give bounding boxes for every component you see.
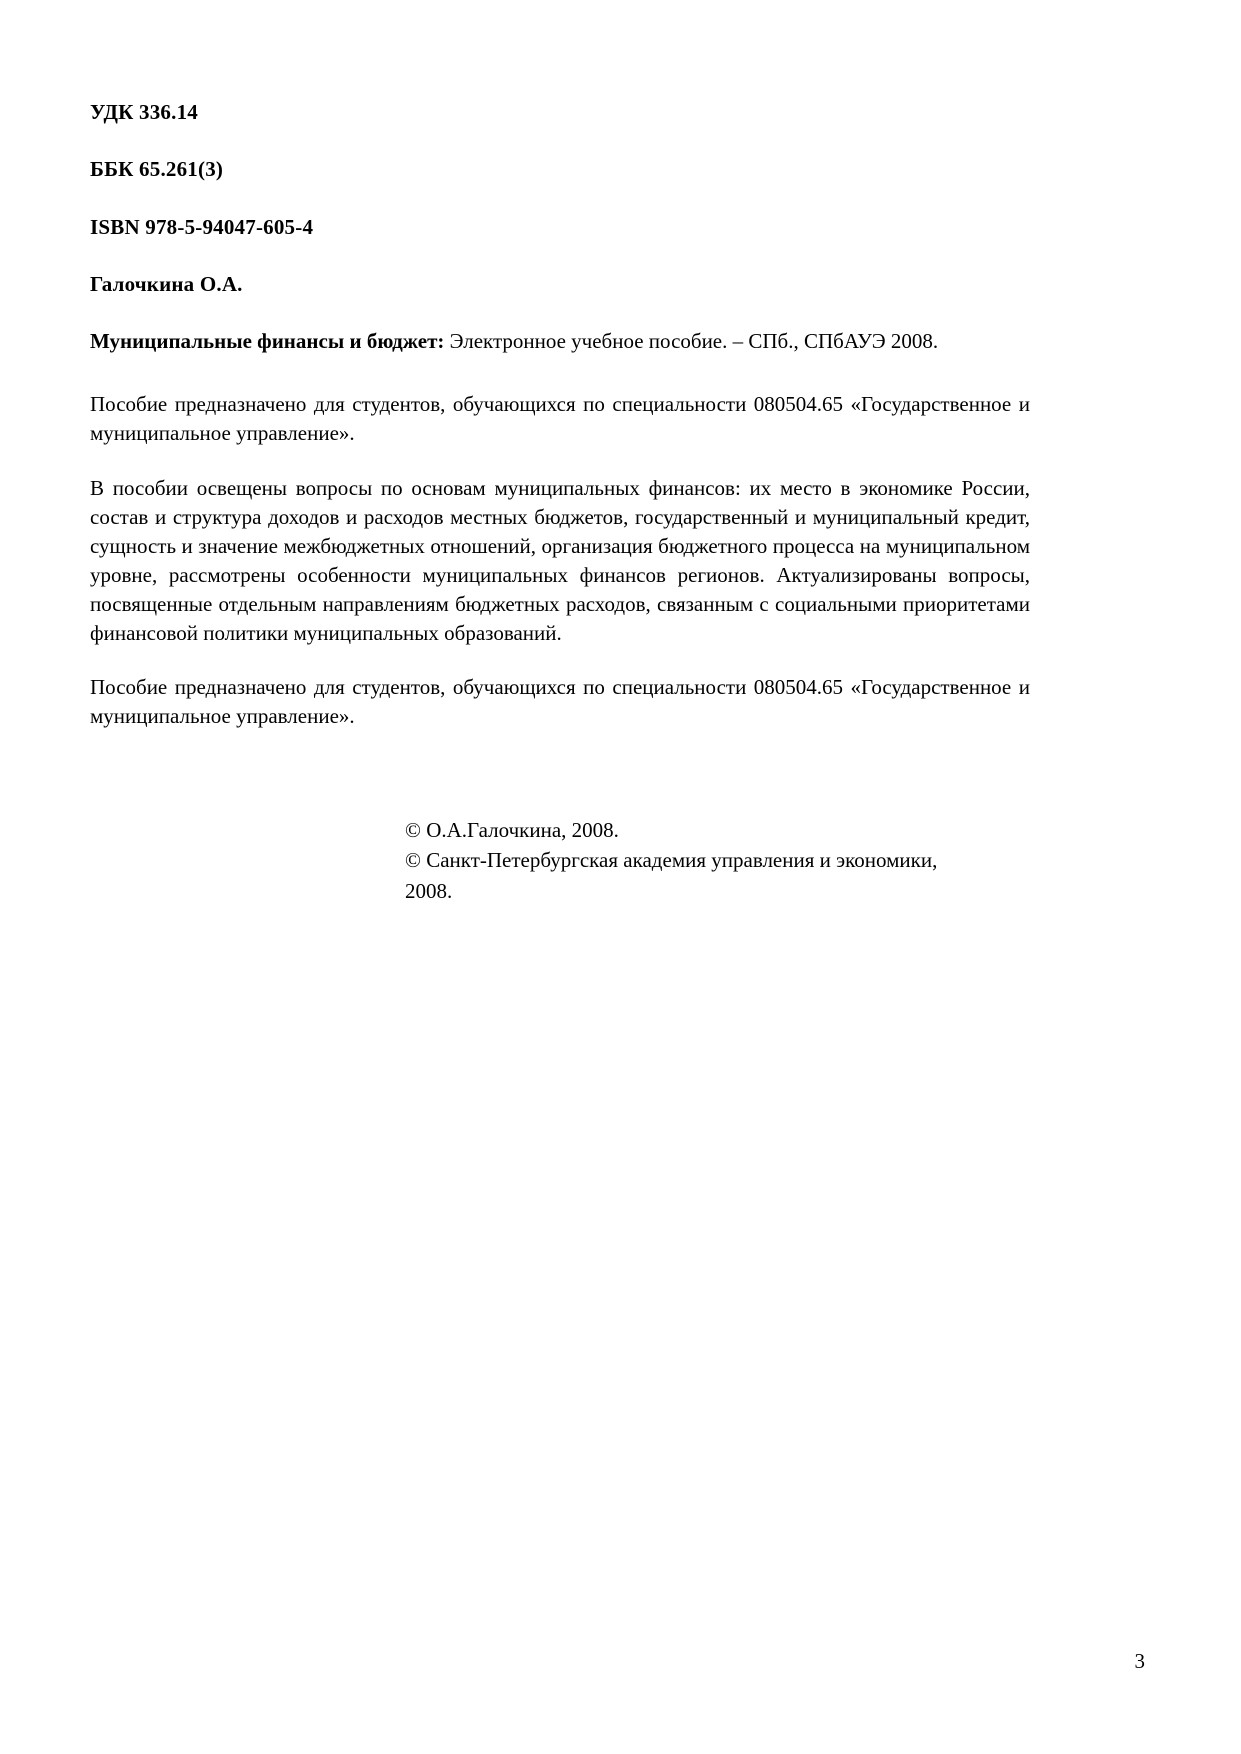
document-content (90, 98, 1030, 731)
udk-code: УДК 336.14 (90, 100, 198, 124)
abstract-paragraph-3: Пособие предназначено для студентов, обучающихся по специальности 080504.65 «Государственное и муниципальное управление». (90, 675, 1030, 729)
publication-title-rest: Электронное учебное пособие. – СПб., СПбАУЭ 2008. (444, 329, 939, 354)
isbn-code: ISBN 978-5-94047-605-4 (90, 214, 314, 239)
bbk-code: ББК 65.261(3) (90, 157, 224, 182)
page-number: 3 (1134, 1649, 1145, 1673)
copyright-line-2: © Санкт-Петербургская академия управления и экономики, (405, 848, 938, 873)
abstract-paragraph-1: Пособие предназначено для студентов, обучающихся по специальности 080504.65 «Государственное и муниципальное управление». (90, 391, 1030, 445)
copyright-line-1: © О.А.Галочкина, 2008. (405, 818, 619, 842)
publication-title-bold: Муниципальные финансы и бюджет: (90, 329, 445, 354)
copyright-block (405, 815, 1045, 906)
copyright-line-3: 2008. (405, 878, 453, 903)
author-name: Галочкина О.А. (90, 272, 243, 297)
publication-title (90, 327, 1030, 355)
abstract-paragraph-2: В пособии освещены вопросы по основам муниципальных финансов: их место в экономике России, состав и структура доходов и расходов местных бюджетов, государственный и муниципальный кредит, сущность и значение межбюджетных отношений, организация бюджетного процесса на муниципальном уровне, рассмотрены особенности муниципальных финансов регионов. Актуализированы вопросы, посвященные отдельным направлениям бюджетных расходов, связанным с социальными приоритетами финансовой политики муниципальных образований. (90, 475, 1030, 645)
